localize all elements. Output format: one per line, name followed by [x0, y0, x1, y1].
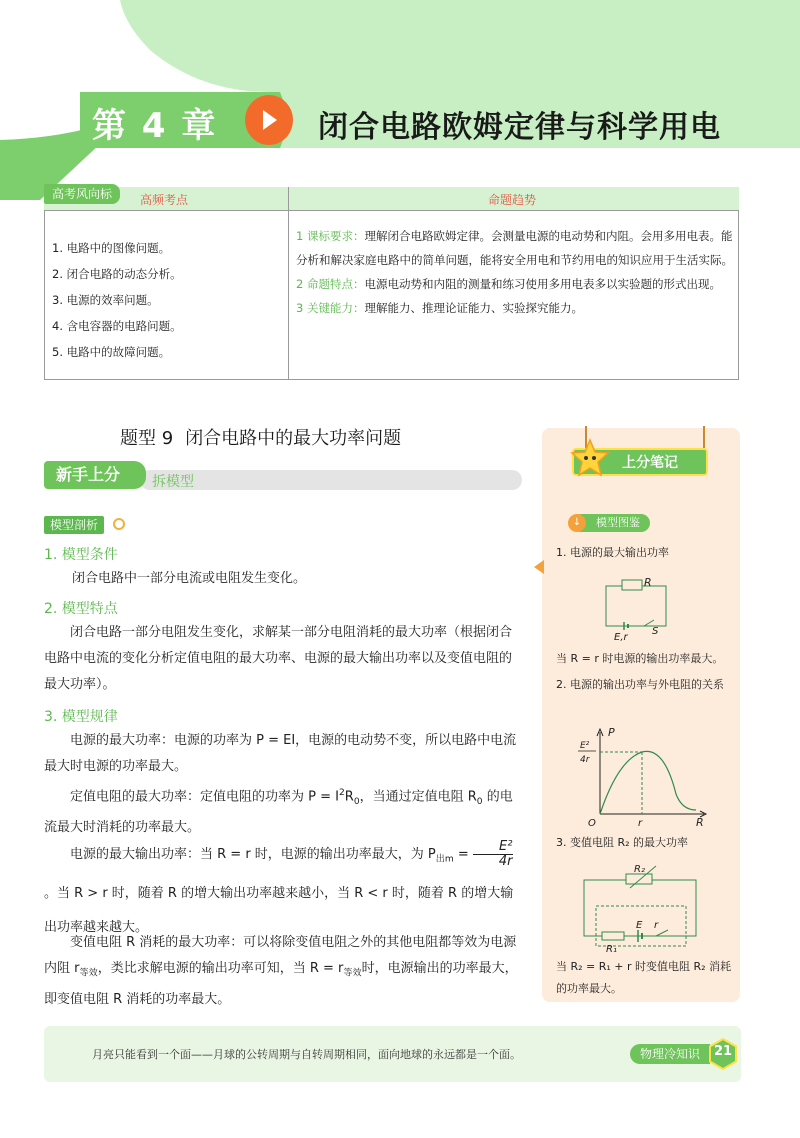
text: =: [453, 847, 473, 862]
tick-num: E²: [580, 741, 590, 751]
points-list: [52, 235, 182, 365]
exam-badge: 高考风向标: [44, 184, 120, 204]
power-curve-chart: [572, 724, 712, 832]
text: 时，电源输出的功率最大，即变值电阻 R 消耗的功率最大。: [44, 961, 518, 1007]
label-r: r: [654, 920, 659, 931]
chapter-number: 第 4 章: [92, 106, 218, 146]
label-S: S: [652, 626, 659, 637]
trend-label: 2 命题特点：: [296, 277, 365, 291]
section-number: 题型 9: [120, 428, 174, 449]
list-item: 4. 含电容器的电路问题。: [52, 319, 182, 333]
circuit-diagram-3: [576, 862, 706, 952]
heading-rules: 3. 模型规律: [44, 709, 118, 725]
denominator: 4r: [498, 854, 513, 869]
trend-text: 电源电动势和内阻的测量和练习使用多用电表多以实验题的形式出现。: [364, 277, 721, 291]
trend-item: [296, 272, 736, 296]
analysis-tag: 模型剖析: [44, 516, 104, 534]
download-icon: ↓: [568, 514, 586, 532]
trends-block: [296, 224, 736, 320]
page-number: 21: [713, 1044, 733, 1059]
para-conditions: 闭合电路中一部分电流或电阻发生变化。: [72, 571, 307, 586]
heading-features: 2. 模型特点: [44, 601, 118, 617]
text: ，当通过定值电阻 R: [359, 789, 477, 805]
text: ，类比求解电源的输出功率可知，当 R = r: [97, 961, 344, 976]
note-2-heading: 2. 电源的输出功率与外电阻的关系: [556, 678, 724, 691]
section-name: 闭合电路中的最大功率问题: [185, 428, 402, 449]
footer-fact: 月亮只能看到一个面——月球的公转周期与自转周期相同，面向地球的永远都是一个面。: [92, 1048, 521, 1061]
heading-conditions: 1. 模型条件: [44, 547, 118, 563]
trend-label: 1 课标要求：: [296, 229, 365, 243]
para-rule-2: 定值电阻的最大功率：定值电阻的功率为 $P = I^2R_0$，当通过定值电阻 $R_0$ 的电流最大时消耗的功率最大。: [44, 788, 513, 835]
text: 变值电阻 R 消耗的最大功率：可以将除变值电阻之外的其他电阻都等效为电源内阻 r: [44, 935, 517, 976]
note-1-text: 当 R = r 时电源的输出功率最大。: [556, 652, 724, 665]
axis-P: P: [608, 726, 615, 739]
label-E: E: [636, 920, 643, 931]
label-R2: R₂: [634, 864, 645, 875]
axis-R: R: [696, 816, 704, 829]
subscript: 等效: [79, 968, 98, 979]
model-gallery-tag: 模型图鉴: [572, 514, 650, 532]
chapter-title: 闭合电路欧姆定律与科学用电: [318, 110, 721, 145]
banner-right-label: 拆模型: [152, 474, 194, 490]
circuit-diagram-1: [600, 572, 680, 642]
numerator: E²: [473, 840, 513, 855]
trend-text: 理解能力、推理论证能力、实验探究能力。: [364, 301, 583, 315]
list-item: 5. 电路中的故障问题。: [52, 345, 171, 359]
text: 电源的最大输出功率：当 R = r 时，电源的输出功率最大，为 P: [70, 847, 436, 862]
label-R: R: [644, 576, 652, 589]
text: 的电流最大时消耗的功率最大。: [44, 789, 513, 835]
list-item: 3. 电源的效率问题。: [52, 293, 159, 307]
subscript: 等效: [343, 968, 362, 979]
list-item: 2. 闭合电路的动态分析。: [52, 267, 182, 281]
note-3-text: 当 R₂ = R₁ + r 时变值电阻 R₂ 消耗的功率最大。: [556, 960, 732, 995]
notes-title: 上分笔记: [622, 455, 678, 471]
trend-text: 理解闭合电路欧姆定律。会测量电源的电动势和内阻。会用多用电表。能分析和解决家庭电路中的简单问题，能将安全用电和节约用电的知识应用于生活实际。: [296, 229, 733, 267]
trend-item: [296, 296, 736, 320]
para-rule-4: [44, 930, 522, 1013]
tick-r: r: [638, 818, 643, 829]
para-rule-1: 电源的最大功率：电源的功率为 P = EI，电源的电动势不变，所以电路中电流最大时电源的功率最大。: [44, 733, 517, 774]
fraction: [473, 840, 513, 869]
col-header-points: 高频考点: [140, 193, 189, 207]
gear-icon: [113, 518, 125, 530]
banner-left-label: 新手上分: [56, 465, 121, 484]
label-R1: R₁: [606, 944, 617, 952]
pointer-arrow-icon: [534, 560, 544, 574]
subscript: 出m: [435, 854, 454, 865]
origin-O: O: [588, 818, 596, 829]
para-rule-3: [44, 838, 522, 945]
list-item: 1. 电路中的图像问题。: [52, 241, 171, 255]
trend-item: [296, 224, 736, 272]
trend-label: 3 关键能力：: [296, 301, 365, 315]
para-features: 闭合电路一部分电阻发生变化，求解某一部分电阻消耗的最大功率（根据闭合电路中电流的变化分析定值电阻的最大功率、电源的最大输出功率以及变值电阻的最大功率）。: [44, 625, 513, 692]
exam-table-divider: [288, 187, 289, 380]
tick-den: 4r: [580, 755, 590, 765]
note-1-heading: 1. 电源的最大输出功率: [556, 546, 669, 559]
col-header-trends: 命题趋势: [488, 193, 537, 207]
section-title: [120, 424, 401, 450]
text: 定值电阻的最大功率：定值电阻的功率为 P = I: [70, 789, 339, 805]
star-icon: [570, 438, 610, 478]
note-3-heading: 3. 变值电阻 R₂ 的最大功率: [556, 836, 689, 849]
text: 。当 R > r 时，随着 R 的增大输出功率越来越小，当 R < r 时，随着 R 的增大输出功率越来越大。: [44, 885, 514, 935]
footer-badge: 物理冷知识: [630, 1044, 710, 1064]
text: R: [344, 789, 354, 805]
label-Er: E,r: [614, 632, 628, 642]
banner-track: [140, 470, 522, 490]
